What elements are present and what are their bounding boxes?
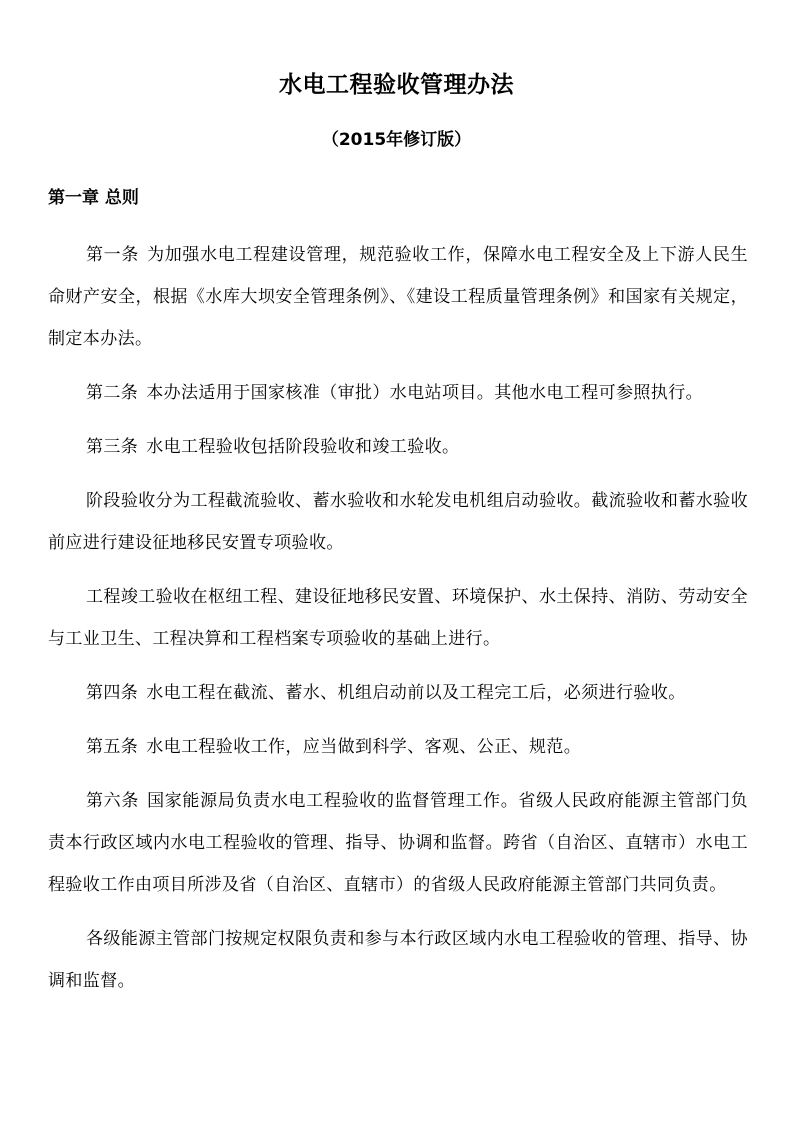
paragraph-text: 水电工程验收包括阶段验收和竣工验收。 xyxy=(146,437,460,457)
paragraph-text: 工程竣工验收在枢纽工程、建设征地移民安置、环境保护、水土保持、消防、劳动安全与工业卫生、工程决算和工程档案专项验收的基础上进行。 xyxy=(48,587,748,649)
energy-authority-paragraph xyxy=(48,918,748,1002)
article-number: 第三条 xyxy=(86,437,139,457)
paragraph-text: 水电工程验收工作，应当做到科学、客观、公正、规范。 xyxy=(146,737,582,757)
paragraph-text: 为加强水电工程建设管理，规范验收工作，保障水电工程安全及上下游人民生命财产安全，根据《水库大坝安全管理条例》、《建设工程质量管理条例》和国家有关规定，制定本办法。 xyxy=(48,245,748,349)
document-title: 水电工程验收管理办法 xyxy=(279,72,514,98)
document-body xyxy=(48,234,748,1002)
article-6-paragraph xyxy=(48,780,748,906)
article-number: 第六条 xyxy=(86,791,140,811)
article-number: 第一条 xyxy=(86,245,140,265)
article-number: 第四条 xyxy=(86,683,139,703)
article-number: 第五条 xyxy=(86,737,139,757)
article-1-paragraph xyxy=(48,234,748,360)
paragraph-text: 水电工程在截流、蓄水、机组启动前以及工程完工后，必须进行验收。 xyxy=(146,683,686,703)
document-subtitle: （2015年修订版） xyxy=(321,130,472,150)
chapter-heading: 第一章 总则 xyxy=(48,188,139,208)
paragraph-text: 各级能源主管部门按规定权限负责和参与本行政区域内水电工程验收的管理、指导、协调和监督。 xyxy=(48,929,748,991)
paragraph-text: 阶段验收分为工程截流验收、蓄水验收和水轮发电机组启动验收。截流验收和蓄水验收前应进行建设征地移民安置专项验收。 xyxy=(48,491,748,553)
article-3-paragraph xyxy=(48,426,748,468)
article-number: 第二条 xyxy=(86,383,139,403)
article-5-paragraph xyxy=(48,726,748,768)
paragraph-text: 国家能源局负责水电工程验收的监督管理工作。省级人民政府能源主管部门负责本行政区域内水电工程验收的管理、指导、协调和监督。跨省（自治区、直辖市）水电工程验收工作由项目所涉及省（自治区、直辖市）的省级人民政府能源主管部门共同负责。 xyxy=(48,791,748,895)
stage-acceptance-paragraph xyxy=(48,480,748,564)
article-4-paragraph xyxy=(48,672,748,714)
article-2-paragraph xyxy=(48,372,748,414)
paragraph-text: 本办法适用于国家核准（审批）水电站项目。其他水电工程可参照执行。 xyxy=(146,383,704,403)
completion-acceptance-paragraph xyxy=(48,576,748,660)
